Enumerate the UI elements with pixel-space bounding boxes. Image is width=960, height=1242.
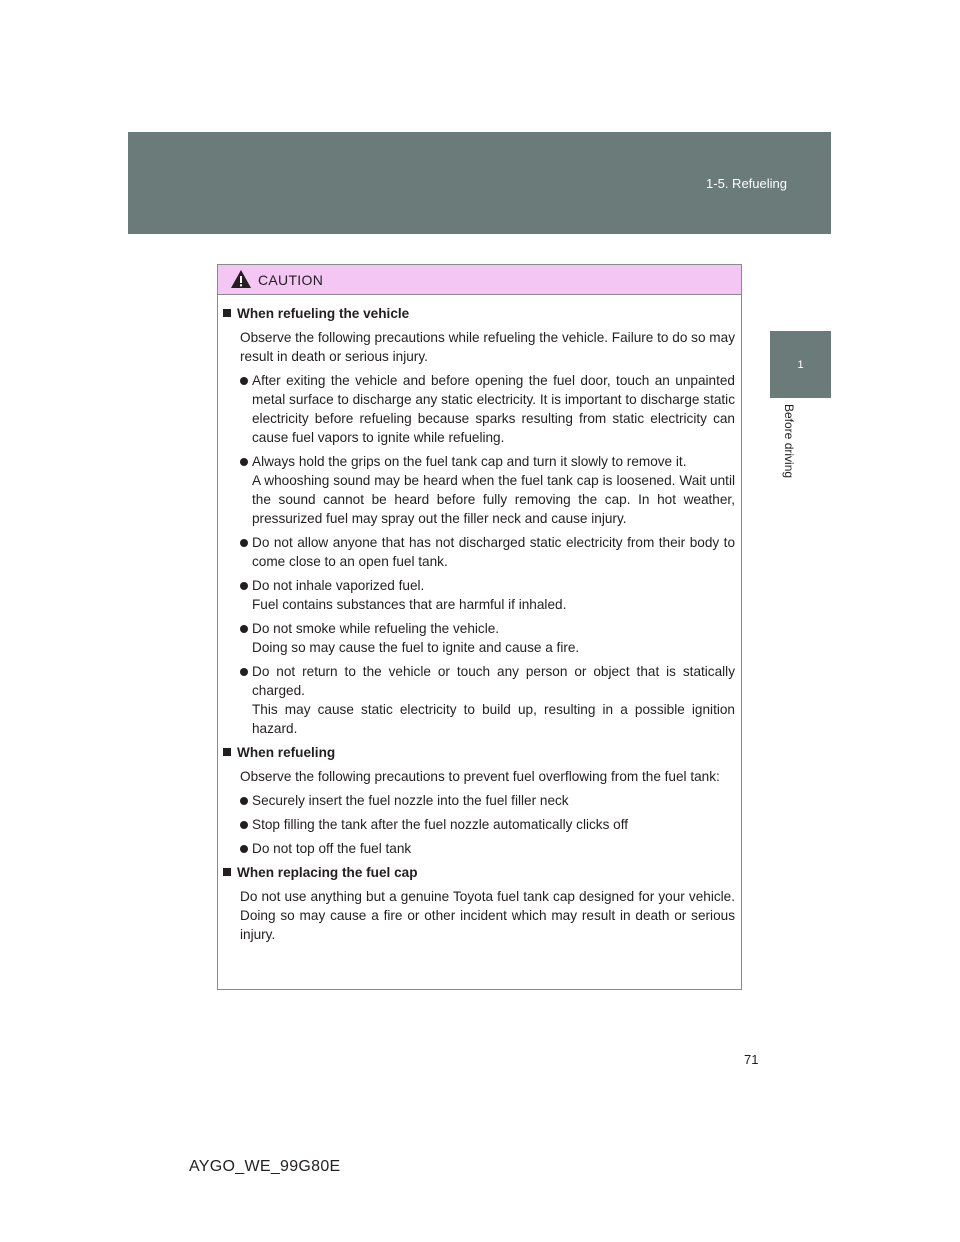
page-number: 71: [744, 1052, 759, 1067]
round-bullet-icon: [240, 625, 248, 633]
round-bullet-icon: [240, 539, 248, 547]
bullet-line: A whooshing sound may be heard when the fuel tank cap is loosened. Wait until the sound cannot be heard before fully removing the cap. In hot weather, pressurized fuel may spray out the filler neck and cause injury.: [252, 473, 735, 526]
bullet-line: Securely insert the fuel nozzle into the fuel filler neck: [252, 793, 569, 808]
bullet-text: [252, 371, 735, 447]
section-intro: Observe the following precautions while refueling the vehicle. Failure to do so may result in death or serious injury.: [240, 330, 735, 364]
bullet-line: Stop filling the tank after the fuel nozzle automatically clicks off: [252, 817, 629, 832]
bullet-text: [252, 662, 735, 738]
caution-title: CAUTION: [258, 271, 324, 288]
chapter-number: 1: [797, 359, 804, 371]
bullet-line: Do not smoke while refueling the vehicle.: [252, 621, 500, 636]
bullet-line: Doing so may cause the fuel to ignite and cause a fire.: [252, 640, 580, 655]
chapter-tab: [770, 331, 831, 398]
header-bar: [128, 132, 831, 234]
bullet-line: Do not allow anyone that has not discharged static electricity from their body to come close to an open fuel tank.: [252, 535, 735, 569]
round-bullet-icon: [240, 458, 248, 466]
section-heading-text: When replacing the fuel cap: [237, 865, 418, 880]
bullet-item: [240, 815, 735, 834]
section-heading: [223, 743, 736, 762]
square-bullet-icon: [223, 309, 231, 317]
section-title: 1-5. Refueling: [706, 176, 787, 191]
round-bullet-icon: [240, 821, 248, 829]
bullet-text: [252, 839, 735, 858]
bullet-line: Always hold the grips on the fuel tank cap and turn it slowly to remove it.: [252, 454, 687, 469]
bullet-text: [252, 815, 735, 834]
section-heading: [223, 863, 736, 882]
section-heading-text: When refueling: [237, 745, 336, 760]
bullet-line: This may cause static electricity to build up, resulting in a possible ignition hazard.: [252, 702, 735, 736]
bullet-line: Do not top off the fuel tank: [252, 841, 412, 856]
bullet-text: [252, 791, 735, 810]
bullet-line: After exiting the vehicle and before opening the fuel door, touch an unpainted metal surface to discharge any static electricity. It is important to discharge static electricity before refueling because sparks resulting from static electricity can cause fuel vapors to ignite while refueling.: [252, 373, 735, 445]
bullet-item: [240, 791, 735, 810]
section-heading: [223, 304, 736, 323]
bullet-line: Fuel contains substances that are harmful if inhaled.: [252, 597, 567, 612]
bullet-line: Do not inhale vaporized fuel.: [252, 578, 425, 593]
section-heading-text: When refueling the vehicle: [237, 306, 410, 321]
bullet-text: [252, 619, 735, 657]
bullet-item: [240, 662, 735, 738]
chapter-label: Before driving: [782, 404, 796, 479]
chapter-label-container: [780, 404, 794, 504]
bullet-text: [252, 576, 735, 614]
document-code: AYGO_WE_99G80E: [189, 1158, 341, 1175]
caution-body: [218, 295, 741, 944]
caution-header: [218, 265, 741, 295]
round-bullet-icon: [240, 377, 248, 385]
bullet-item: [240, 576, 735, 614]
round-bullet-icon: [240, 797, 248, 805]
bullet-item: [240, 452, 735, 528]
bullet-text: [252, 533, 735, 571]
bullet-item: [240, 371, 735, 447]
bullet-line: Do not return to the vehicle or touch any person or object that is statically charged.: [252, 664, 735, 698]
round-bullet-icon: [240, 582, 248, 590]
warning-triangle-icon: [230, 269, 252, 289]
round-bullet-icon: [240, 845, 248, 853]
bullet-item: [240, 619, 735, 657]
caution-box: [217, 264, 742, 990]
section-intro: Do not use anything but a genuine Toyota fuel tank cap designed for your vehicle. Doing so may cause a fire or other incident which may result in death or serious injury.: [240, 889, 735, 942]
round-bullet-icon: [240, 668, 248, 676]
bullet-text: [252, 452, 735, 528]
bullet-item: [240, 839, 735, 858]
section-intro: Observe the following precautions to prevent fuel overflowing from the fuel tank:: [240, 769, 720, 784]
square-bullet-icon: [223, 748, 231, 756]
bullet-item: [240, 533, 735, 571]
square-bullet-icon: [223, 868, 231, 876]
